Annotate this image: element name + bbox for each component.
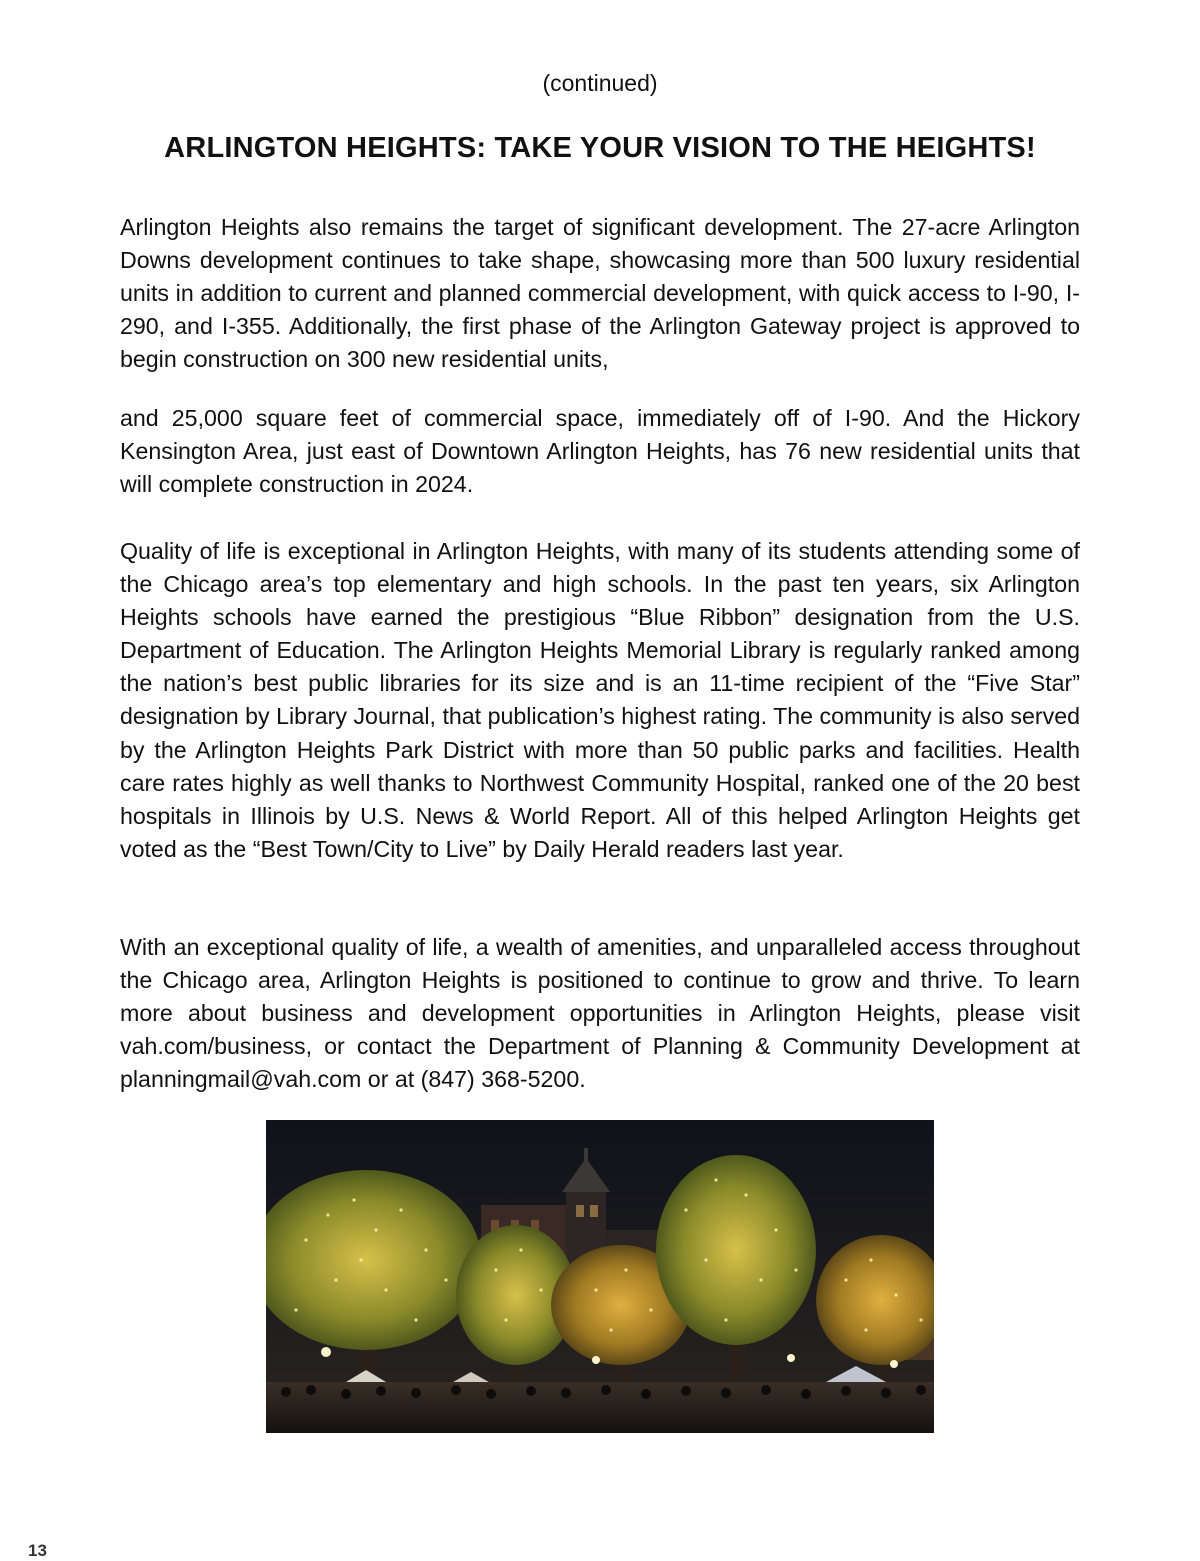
paragraph-development [120,211,1080,376]
paragraph-text: and 25,000 square feet of commercial space, immediately off of I-90. And the Hickory Kensington Area, just east of Downtown Arlington Heights, has 76 new residential units that will complete construction in 2024. [120,405,1080,498]
paragraph-quality-of-life [120,535,1080,866]
paragraph-text: Quality of life is exceptional in Arlington Heights, with many of its students attending some of the Chicago area’s top elementary and high schools. In the past ten years, six Arlington Heights schools have earned the prestigious “Blue Ribbon” designation from the U.S. Department of Education. The Arlington Heights Memorial Library is regularly ranked among the nation’s best public libraries for its size and is an 11-time recipient of the “Five Star” designation by Library Journal, that publication’s highest rating. The community is also served by the Arlington Heights Park District with more than 50 public parks and facilities. Health care rates highly as well thanks to Northwest Community Hospital, ranked one of the 20 best hospitals in Illinois by U.S. News & World Report. All of this helped Arlington Heights get voted as the “Best Town/City to Live” by Daily Herald readers last year. [120,538,1080,862]
paragraph-development-continued [120,402,1080,501]
downtown-night-photo [266,1120,934,1433]
page-number: 13 [28,1541,47,1560]
crowd [266,1382,934,1433]
paragraph-text: Arlington Heights also remains the target of significant development. The 27-acre Arlington Downs development continues to take shape, showcasing more than 500 luxury residential units in addition to current and planned commercial development, with quick access to I-90, I-290, and I-355. Additionally, the first phase of the Arlington Gateway project is approved to begin construction on 300 new residential units, [120,214,1080,373]
paragraph-text: With an exceptional quality of life, a wealth of amenities, and unparalleled access throughout the Chicago area, Arlington Heights is positioned to continue to grow and thrive. To learn more about business and development opportunities in Arlington Heights, please visit vah.com/business, or contact the Department of Planning & Community Development at planningmail@vah.com or at (847) 368-5200. [120,934,1080,1093]
continued-label: (continued) [542,70,658,96]
photo-illustration [266,1120,934,1433]
paragraph-contact [120,931,1080,1096]
page-title: ARLINGTON HEIGHTS: TAKE YOUR VISION TO THE HEIGHTS! [164,132,1036,164]
